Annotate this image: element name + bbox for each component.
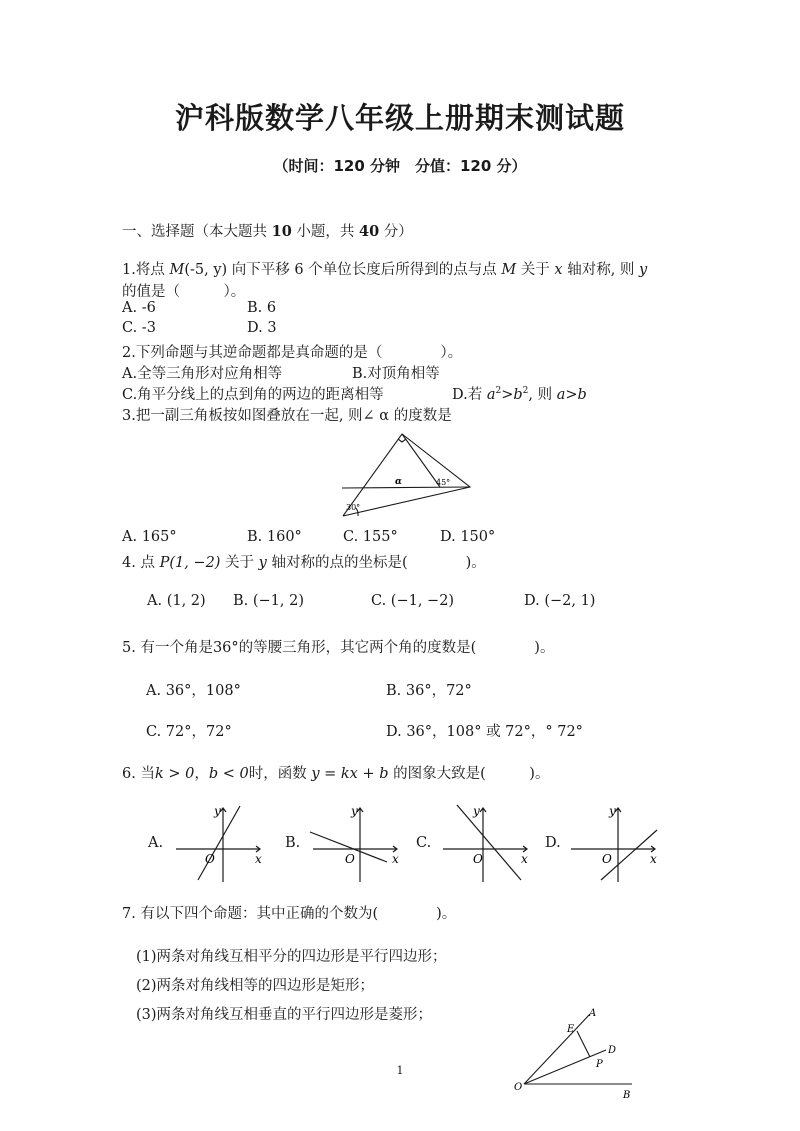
q4-option-a: A. (1, 2)	[147, 593, 206, 609]
q1-option-d: D. 3	[247, 320, 277, 336]
x-label: x	[392, 852, 399, 866]
y-label: y	[214, 804, 221, 818]
page-title: 沪科版数学八年级上册期末测试题	[174, 101, 625, 135]
q6-graph-a	[168, 800, 268, 886]
graph-line	[457, 805, 521, 880]
q6-graph-b-label: B.	[285, 835, 301, 851]
triangle-45-edge	[342, 487, 470, 488]
label-o: O	[514, 1082, 523, 1093]
q1-option-b: B. 6	[247, 300, 277, 316]
q6-graph-c-label: C.	[416, 835, 432, 851]
q2-stem: 2.下列命题与其逆命题都是真命题的是（ ）。	[122, 345, 463, 361]
angle-30-label: 30°	[346, 503, 361, 512]
q4-option-d: D. (−2, 1)	[524, 593, 596, 609]
q4-option-b: B. (−1, 2)	[233, 593, 305, 609]
label-e: E	[567, 1024, 575, 1035]
q6-graph-b	[305, 800, 405, 886]
q2-option-b: B.对顶角相等	[352, 366, 440, 382]
q1-stem-line2: 的值是（ ）。	[122, 284, 246, 300]
label-b: B	[623, 1090, 631, 1101]
q5-option-d: D. 36°，108° 或 72°，° 72°	[386, 724, 583, 740]
q7-item-1: (1)两条对角线互相平分的四边形是平行四边形；	[136, 949, 447, 965]
label-a: A	[589, 1008, 597, 1019]
x-label: x	[255, 852, 262, 866]
alpha-label: α	[395, 477, 402, 487]
origin-label: O	[205, 852, 215, 866]
q3-triangle-figure	[340, 428, 475, 520]
q2-option-c: C.角平分线上的点到角的两边的距离相等	[122, 387, 384, 403]
q1-option-c: C. -3	[122, 320, 156, 336]
y-label: y	[351, 804, 358, 818]
q5-option-b: B. 36°，72°	[386, 683, 472, 699]
q2-option-d: D.若 $a^2>b^2$, 则 a>b	[452, 386, 587, 403]
q3-option-d: D. 150°	[440, 529, 496, 545]
angle-45-label: 45°	[436, 478, 451, 487]
label-d: D	[608, 1045, 617, 1056]
q7-angle-figure	[510, 1000, 650, 1105]
q4-option-c: C. (−1, −2)	[371, 593, 455, 609]
q3-stem: 3.把一副三角板按如图叠放在一起, 则∠ α 的度数是	[122, 408, 452, 424]
q2-option-a: A.全等三角形对应角相等	[122, 366, 283, 382]
q4-stem: 4. 点 P(1, −2) 关于 y 轴对称的点的坐标是( )。	[122, 555, 486, 571]
y-label: y	[609, 804, 616, 818]
x-label: x	[521, 852, 528, 866]
q6-graph-c	[435, 800, 535, 886]
q7-item-3: (3)两条对角线互相垂直的平行四边形是菱形；	[136, 1007, 433, 1023]
q6-stem: 6. 当k > 0，b < 0时，函数 y = kx + b 的图象大致是( )。	[122, 766, 550, 782]
page-number: 1	[396, 1064, 404, 1077]
q6-graph-a-label: A.	[148, 835, 164, 851]
q3-option-b: B. 160°	[247, 529, 302, 545]
right-angle-mark	[398, 439, 406, 442]
q3-option-c: C. 155°	[343, 529, 398, 545]
exam-info: （时间：120 分钟 分值：120 分）	[273, 157, 527, 175]
q5-stem: 5. 有一个角是36°的等腰三角形，其它两个角的度数是( )。	[122, 640, 555, 656]
y-label: y	[473, 804, 480, 818]
x-label: x	[650, 852, 657, 866]
q3-option-a: A. 165°	[122, 529, 177, 545]
section-heading: 一、选择题（本大题共 10 小题，共 40 分）	[122, 223, 413, 240]
q7-item-2: (2)两条对角线相等的四边形是矩形；	[136, 978, 375, 994]
q7-stem: 7. 有以下四个命题：其中正确的个数为( )。	[122, 906, 457, 922]
segment-ep	[577, 1031, 590, 1057]
q5-option-c: C. 72°，72°	[146, 724, 232, 740]
label-p: P	[596, 1059, 603, 1070]
origin-label: O	[473, 852, 483, 866]
triangle-45-side	[402, 434, 440, 487]
q6-graph-d	[563, 800, 663, 886]
q6-graph-d-label: D.	[545, 835, 561, 851]
q1-stem-line1: 1.将点 M(-5, y) 向下平移 6 个单位长度后所得到的点与点 M 关于 x 轴对称, 则 y	[122, 262, 648, 278]
origin-label: O	[602, 852, 612, 866]
triangle-30-outline	[343, 434, 470, 516]
q5-option-a: A. 36°，108°	[146, 683, 241, 699]
origin-label: O	[345, 852, 355, 866]
q1-option-a: A. -6	[122, 300, 156, 316]
